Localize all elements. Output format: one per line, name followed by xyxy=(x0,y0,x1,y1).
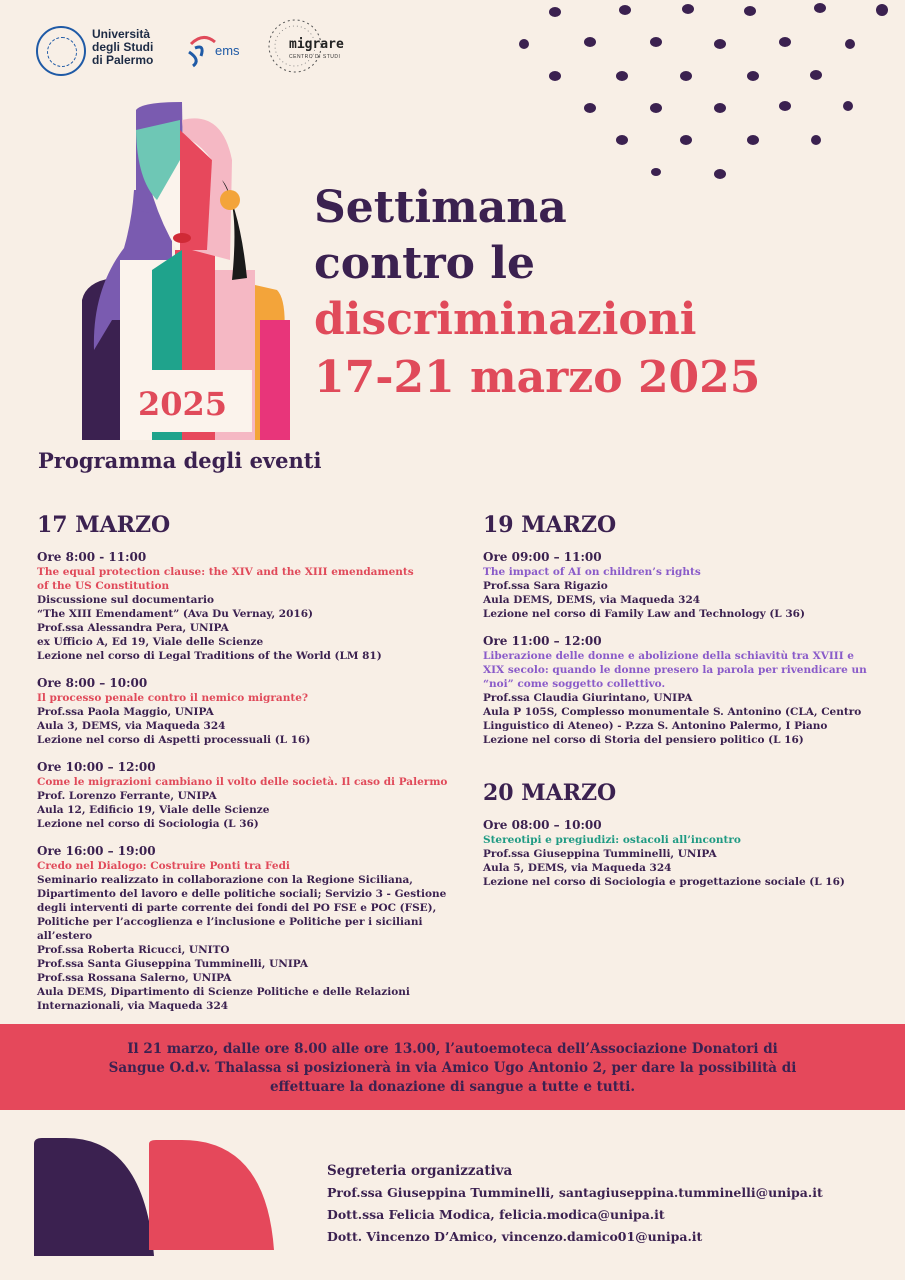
dems-logo-icon xyxy=(185,30,245,70)
event-detail: Seminario realizzato in collaborazione con la Regione Siciliana, xyxy=(37,874,413,886)
migrare-logo-label: migrare xyxy=(289,37,344,52)
day-20-heading: 20 MARZO xyxy=(483,780,617,806)
day-17-heading: 17 MARZO xyxy=(37,512,171,538)
event-detail: Aula 5, DEMS, via Maqueda 324 xyxy=(483,862,672,874)
event-detail: Aula DEMS, Dipartimento di Scienze Politiche e delle Relazioni xyxy=(37,986,410,998)
event-time: Ore 10:00 – 12:00 xyxy=(37,760,156,774)
contact-line: Dott. Vincenzo D’Amico, vincenzo.damico01@unipa.it xyxy=(327,1229,703,1244)
event-17-2 xyxy=(37,675,437,747)
event-19-1 xyxy=(483,549,883,621)
migrare-logo-sublabel: CENTRO DI STUDI xyxy=(289,54,341,60)
event-detail: Aula DEMS, DEMS, via Maqueda 324 xyxy=(483,594,701,606)
event-detail: ex Ufficio A, Ed 19, Viale delle Scienze xyxy=(37,636,264,648)
title-line-1: Settimana xyxy=(314,182,567,233)
event-detail: Lezione nel corso di Sociologia (L 36) xyxy=(37,818,259,830)
event-detail: all’estero xyxy=(37,930,93,942)
unipa-logo-text: Università degli Studi di Palermo xyxy=(92,27,154,67)
event-20-1 xyxy=(483,817,883,889)
event-title: of the US Constitution xyxy=(37,580,170,592)
blood-donation-text xyxy=(60,1040,845,1097)
event-detail: Lezione nel corso di Storia del pensiero politico (L 16) xyxy=(483,734,804,746)
year-badge: 2025 xyxy=(138,385,228,423)
event-title: Stereotipi e pregiudizi: ostacoli all’incontro xyxy=(483,834,741,846)
event-time: Ore 16:00 – 19:00 xyxy=(37,844,156,858)
title-line-2: contro le xyxy=(314,238,536,289)
event-detail: Lezione nel corso di Sociologia e progettazione sociale (L 16) xyxy=(483,876,845,888)
event-title: Credo nel Dialogo: Costruire Ponti tra Fedi xyxy=(37,860,290,872)
contact-line: Dott.ssa Felicia Modica, felicia.modica@unipa.it xyxy=(327,1207,665,1222)
event-detail: “The XIII Emendament” (Ava Du Vernay, 2016) xyxy=(37,608,313,620)
event-detail: Aula P 105S, Complesso monumentale S. Antonino (CLA, Centro xyxy=(483,706,862,718)
decorative-shapes xyxy=(34,1138,279,1256)
event-detail: Prof.ssa Sara Rigazio xyxy=(483,580,608,592)
event-detail: Aula 3, DEMS, via Maqueda 324 xyxy=(37,720,226,732)
event-title: XIX secolo: quando le donne presero la parola per rivendicare un xyxy=(483,664,867,676)
event-detail: Prof.ssa Claudia Giurintano, UNIPA xyxy=(483,692,693,704)
event-detail: Prof. Lorenzo Ferrante, UNIPA xyxy=(37,790,217,802)
event-detail: Prof.ssa Roberta Ricucci, UNITO xyxy=(37,944,230,956)
event-detail: Prof.ssa Rossana Salerno, UNIPA xyxy=(37,972,232,984)
event-17-3 xyxy=(37,759,448,831)
title-line-3: discriminazioni xyxy=(314,294,697,345)
event-17-1 xyxy=(37,549,437,663)
banner-line: Sangue O.d.v. Thalassa si posizionerà in via Amico Ugo Antonio 2, per dare la possibilità di xyxy=(108,1060,797,1076)
poster-title xyxy=(314,180,760,406)
event-detail: degli interventi di parte corrente dei fondi del PO FSE e POC (FSE), xyxy=(37,902,437,914)
event-17-4 xyxy=(37,843,447,1013)
event-detail: Dipartimento del lavoro e delle politiche sociali; Servizio 3 - Gestione xyxy=(37,888,447,900)
programma-heading: Programma degli eventi xyxy=(38,448,322,473)
event-detail: Discussione sul documentario xyxy=(37,594,214,606)
event-title: Il processo penale contro il nemico migrante? xyxy=(37,692,309,704)
event-title: “noi” come soggetto collettivo. xyxy=(483,678,666,690)
event-detail: Prof.ssa Santa Giuseppina Tumminelli, UNIPA xyxy=(37,958,309,970)
decorative-dots-pattern xyxy=(510,0,905,180)
event-detail: Linguistico di Ateneo) - P.zza S. Antonino Palermo, I Piano xyxy=(483,720,828,732)
event-time: Ore 8:00 – 10:00 xyxy=(37,676,148,690)
contact-line: Prof.ssa Giuseppina Tumminelli, santagiuseppina.tumminelli@unipa.it xyxy=(327,1185,823,1200)
title-dates: 17-21 marzo 2025 xyxy=(314,352,761,403)
event-time: Ore 11:00 – 12:00 xyxy=(483,634,602,648)
event-detail: Prof.ssa Giuseppina Tumminelli, UNIPA xyxy=(483,848,717,860)
segreteria-heading: Segreteria organizzativa xyxy=(327,1163,513,1179)
event-title: Liberazione delle donne e abolizione della schiavitù tra XVIII e xyxy=(483,650,854,662)
segreteria-section xyxy=(327,1160,823,1248)
event-detail: Internazionali, via Maqueda 324 xyxy=(37,1000,229,1012)
event-detail: Lezione nel corso di Family Law and Technology (L 36) xyxy=(483,608,805,620)
event-title: The impact of AI on children’s rights xyxy=(483,566,701,578)
event-detail: Lezione nel corso di Legal Traditions of the World (LM 81) xyxy=(37,650,382,662)
event-19-2 xyxy=(483,633,883,747)
event-time: Ore 09:00 – 11:00 xyxy=(483,550,602,564)
event-detail: Aula 12, Edificio 19, Viale delle Scienze xyxy=(37,804,270,816)
event-time: Ore 8:00 - 11:00 xyxy=(37,550,147,564)
event-detail: Prof.ssa Paola Maggio, UNIPA xyxy=(37,706,214,718)
event-title: Come le migrazioni cambiano il volto delle società. Il caso di Palermo xyxy=(37,776,448,788)
unipa-seal-icon xyxy=(36,26,86,76)
event-detail: Lezione nel corso di Aspetti processuali (L 16) xyxy=(37,734,311,746)
event-time: Ore 08:00 – 10:00 xyxy=(483,818,602,832)
event-detail: Prof.ssa Alessandra Pera, UNIPA xyxy=(37,622,229,634)
banner-line: Il 21 marzo, dalle ore 8.00 alle ore 13.00, l’autoemoteca dell’Associazione Donatori di xyxy=(127,1041,778,1057)
event-title: The equal protection clause: the XIV and the XIII emendaments xyxy=(37,566,414,578)
day-19-heading: 19 MARZO xyxy=(483,512,617,538)
dems-logo-label: ems xyxy=(215,43,240,58)
event-detail: Politiche per l’accoglienza e l’inclusione e Politiche per i siciliani xyxy=(37,916,423,928)
banner-line: effettuare la donazione di sangue a tutte e tutti. xyxy=(269,1079,636,1095)
